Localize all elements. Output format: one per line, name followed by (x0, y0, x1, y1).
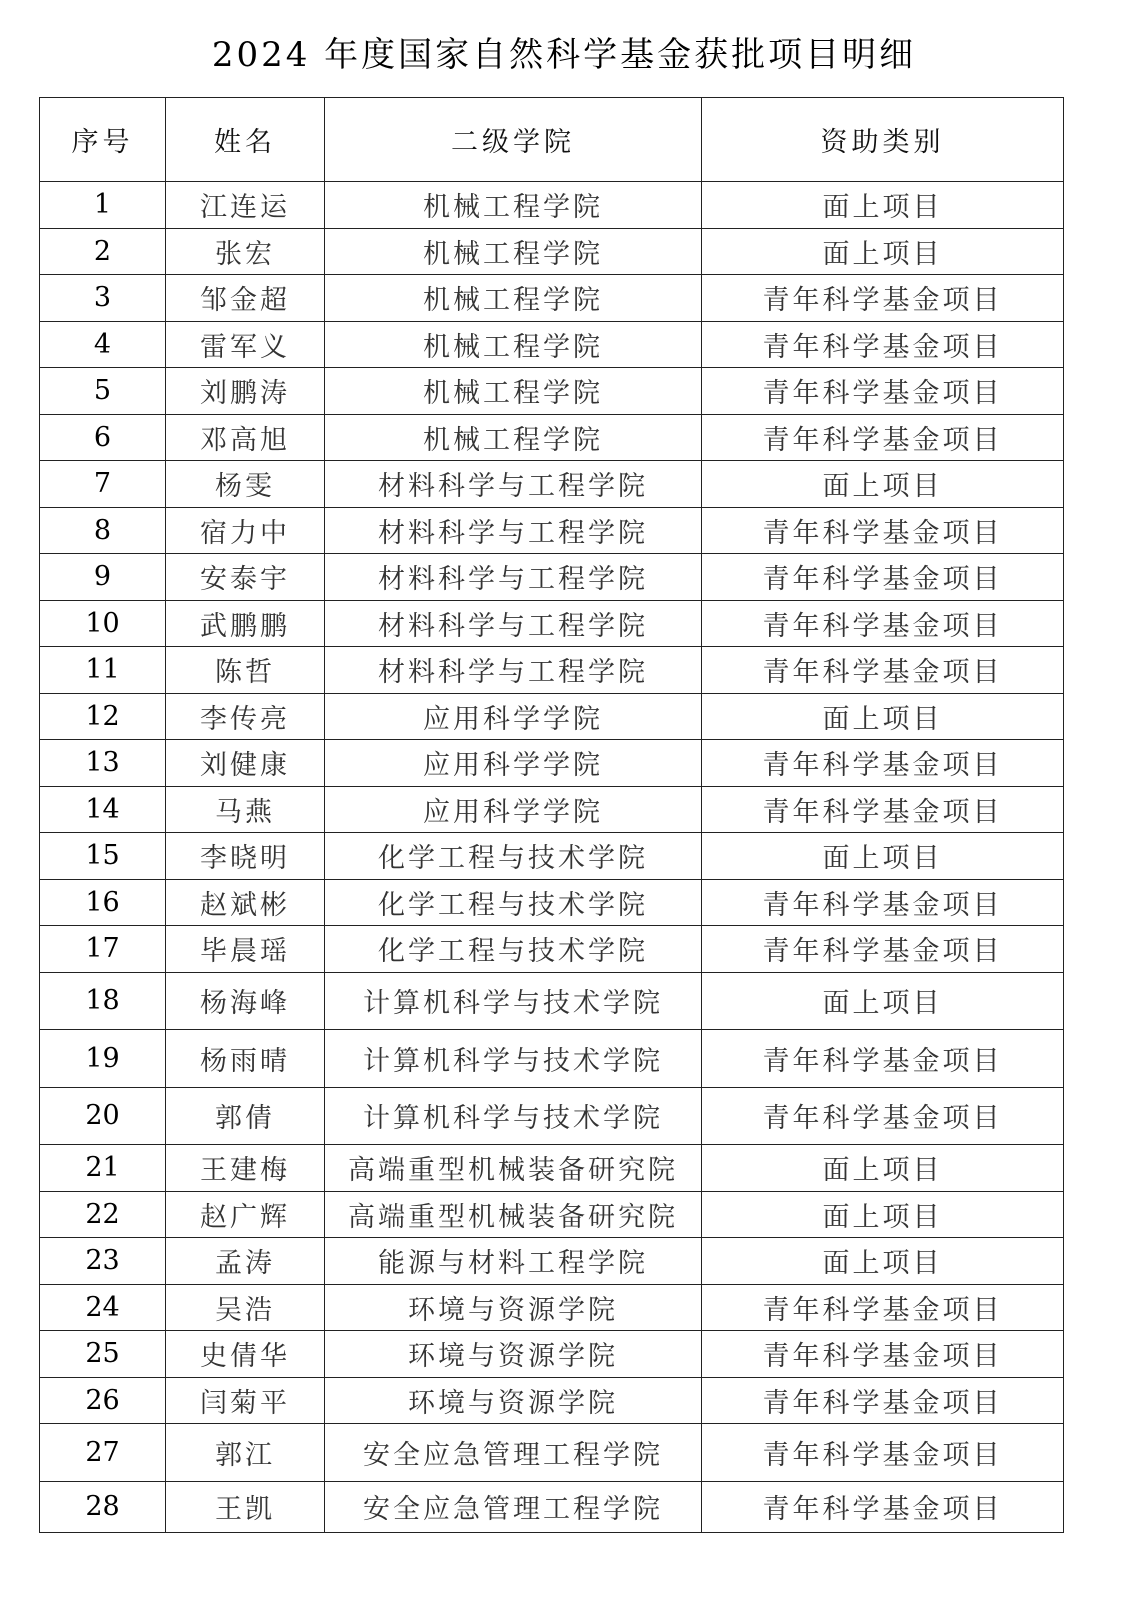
cell-no: 1 (40, 182, 166, 229)
cell-name: 杨海峰 (166, 972, 325, 1030)
page-title: 2024 年度国家自然科学基金获批项目明细 (211, 35, 917, 75)
cell-category: 青年科学基金项目 (702, 1030, 1064, 1088)
cell-college: 应用科学学院 (325, 740, 702, 787)
table-row (40, 1424, 1064, 1482)
table-row (40, 786, 1064, 833)
cell-college: 机械工程学院 (325, 321, 702, 368)
cell-no: 9 (40, 554, 166, 601)
cell-category: 青年科学基金项目 (702, 600, 1064, 647)
cell-category: 青年科学基金项目 (702, 1331, 1064, 1378)
cell-no: 26 (40, 1377, 166, 1424)
cell-category: 青年科学基金项目 (702, 786, 1064, 833)
cell-no: 8 (40, 507, 166, 554)
cell-no: 12 (40, 693, 166, 740)
table-row (40, 1030, 1064, 1088)
cell-category: 青年科学基金项目 (702, 879, 1064, 926)
cell-category: 青年科学基金项目 (702, 1377, 1064, 1424)
cell-college: 材料科学与工程学院 (325, 507, 702, 554)
cell-name: 史倩华 (166, 1331, 325, 1378)
cell-name: 刘健康 (166, 740, 325, 787)
cell-name: 陈哲 (166, 647, 325, 694)
table-row (40, 1284, 1064, 1331)
table-header-row (40, 98, 1064, 182)
table-row (40, 275, 1064, 322)
table-row (40, 554, 1064, 601)
cell-category: 青年科学基金项目 (702, 507, 1064, 554)
cell-name: 王建梅 (166, 1145, 325, 1192)
cell-college: 机械工程学院 (325, 368, 702, 415)
cell-college: 机械工程学院 (325, 275, 702, 322)
cell-no: 13 (40, 740, 166, 787)
cell-category: 面上项目 (702, 461, 1064, 508)
table-row (40, 647, 1064, 694)
cell-college: 计算机科学与技术学院 (325, 972, 702, 1030)
cell-no: 25 (40, 1331, 166, 1378)
cell-category: 面上项目 (702, 972, 1064, 1030)
cell-category: 青年科学基金项目 (702, 1087, 1064, 1145)
cell-name: 宿力中 (166, 507, 325, 554)
table-row (40, 879, 1064, 926)
cell-no: 17 (40, 926, 166, 973)
cell-category: 青年科学基金项目 (702, 321, 1064, 368)
table-row (40, 414, 1064, 461)
cell-name: 邓高旭 (166, 414, 325, 461)
cell-category: 面上项目 (702, 182, 1064, 229)
table-row (40, 1087, 1064, 1145)
cell-category: 青年科学基金项目 (702, 1481, 1064, 1533)
cell-no: 7 (40, 461, 166, 508)
cell-category: 面上项目 (702, 1191, 1064, 1238)
cell-college: 化学工程与技术学院 (325, 833, 702, 880)
cell-category: 面上项目 (702, 1145, 1064, 1192)
cell-college: 能源与材料工程学院 (325, 1238, 702, 1285)
cell-name: 杨雯 (166, 461, 325, 508)
cell-college: 材料科学与工程学院 (325, 554, 702, 601)
table-row (40, 321, 1064, 368)
table-row (40, 833, 1064, 880)
cell-college: 材料科学与工程学院 (325, 647, 702, 694)
cell-college: 环境与资源学院 (325, 1377, 702, 1424)
cell-college: 应用科学学院 (325, 693, 702, 740)
cell-name: 邹金超 (166, 275, 325, 322)
cell-no: 28 (40, 1481, 166, 1533)
cell-college: 材料科学与工程学院 (325, 461, 702, 508)
table-row (40, 693, 1064, 740)
cell-category: 青年科学基金项目 (702, 647, 1064, 694)
cell-no: 23 (40, 1238, 166, 1285)
cell-no: 24 (40, 1284, 166, 1331)
cell-name: 江连运 (166, 182, 325, 229)
table-row (40, 1145, 1064, 1192)
table-row (40, 600, 1064, 647)
table-row (40, 1481, 1064, 1533)
cell-name: 张宏 (166, 228, 325, 275)
cell-name: 雷军义 (166, 321, 325, 368)
cell-college: 环境与资源学院 (325, 1331, 702, 1378)
cell-category: 面上项目 (702, 693, 1064, 740)
table-row (40, 1377, 1064, 1424)
cell-no: 15 (40, 833, 166, 880)
cell-college: 安全应急管理工程学院 (325, 1481, 702, 1533)
cell-no: 5 (40, 368, 166, 415)
cell-no: 19 (40, 1030, 166, 1088)
cell-name: 杨雨晴 (166, 1030, 325, 1088)
cell-college: 材料科学与工程学院 (325, 600, 702, 647)
table-row (40, 1238, 1064, 1285)
cell-college: 机械工程学院 (325, 414, 702, 461)
cell-no: 2 (40, 228, 166, 275)
cell-college: 安全应急管理工程学院 (325, 1424, 702, 1482)
cell-name: 李传亮 (166, 693, 325, 740)
cell-name: 王凯 (166, 1481, 325, 1533)
cell-no: 10 (40, 600, 166, 647)
column-header-no: 序号 (40, 98, 166, 182)
cell-category: 青年科学基金项目 (702, 1424, 1064, 1482)
cell-college: 化学工程与技术学院 (325, 926, 702, 973)
cell-name: 武鹏鹏 (166, 600, 325, 647)
grant-projects-table (39, 97, 1064, 1533)
cell-category: 青年科学基金项目 (702, 740, 1064, 787)
table-row (40, 972, 1064, 1030)
cell-no: 18 (40, 972, 166, 1030)
cell-category: 青年科学基金项目 (702, 368, 1064, 415)
cell-name: 安泰宇 (166, 554, 325, 601)
column-header-category: 资助类别 (702, 98, 1064, 182)
cell-no: 22 (40, 1191, 166, 1238)
table-row (40, 461, 1064, 508)
table-row (40, 182, 1064, 229)
cell-name: 吴浩 (166, 1284, 325, 1331)
table-row (40, 507, 1064, 554)
cell-no: 16 (40, 879, 166, 926)
cell-no: 6 (40, 414, 166, 461)
cell-college: 计算机科学与技术学院 (325, 1030, 702, 1088)
table-row (40, 1331, 1064, 1378)
cell-no: 14 (40, 786, 166, 833)
cell-name: 郭倩 (166, 1087, 325, 1145)
cell-name: 刘鹏涛 (166, 368, 325, 415)
cell-name: 赵广辉 (166, 1191, 325, 1238)
cell-name: 闫菊平 (166, 1377, 325, 1424)
table-body (40, 182, 1064, 1533)
cell-no: 3 (40, 275, 166, 322)
cell-category: 青年科学基金项目 (702, 554, 1064, 601)
cell-no: 27 (40, 1424, 166, 1482)
cell-category: 面上项目 (702, 1238, 1064, 1285)
cell-college: 机械工程学院 (325, 228, 702, 275)
cell-category: 面上项目 (702, 833, 1064, 880)
table-row (40, 926, 1064, 973)
table-row (40, 740, 1064, 787)
table-row (40, 1191, 1064, 1238)
cell-no: 11 (40, 647, 166, 694)
cell-no: 20 (40, 1087, 166, 1145)
column-header-college: 二级学院 (325, 98, 702, 182)
cell-category: 青年科学基金项目 (702, 414, 1064, 461)
cell-name: 赵斌彬 (166, 879, 325, 926)
cell-college: 计算机科学与技术学院 (325, 1087, 702, 1145)
cell-category: 青年科学基金项目 (702, 275, 1064, 322)
cell-category: 青年科学基金项目 (702, 1284, 1064, 1331)
cell-category: 青年科学基金项目 (702, 926, 1064, 973)
cell-college: 环境与资源学院 (325, 1284, 702, 1331)
table-row (40, 228, 1064, 275)
cell-name: 李晓明 (166, 833, 325, 880)
cell-no: 21 (40, 1145, 166, 1192)
cell-name: 孟涛 (166, 1238, 325, 1285)
cell-college: 化学工程与技术学院 (325, 879, 702, 926)
cell-college: 应用科学学院 (325, 786, 702, 833)
cell-college: 高端重型机械装备研究院 (325, 1191, 702, 1238)
cell-name: 毕晨瑶 (166, 926, 325, 973)
column-header-name: 姓名 (166, 98, 325, 182)
cell-name: 马燕 (166, 786, 325, 833)
cell-college: 机械工程学院 (325, 182, 702, 229)
cell-college: 高端重型机械装备研究院 (325, 1145, 702, 1192)
cell-no: 4 (40, 321, 166, 368)
cell-category: 面上项目 (702, 228, 1064, 275)
table-row (40, 368, 1064, 415)
cell-name: 郭江 (166, 1424, 325, 1482)
